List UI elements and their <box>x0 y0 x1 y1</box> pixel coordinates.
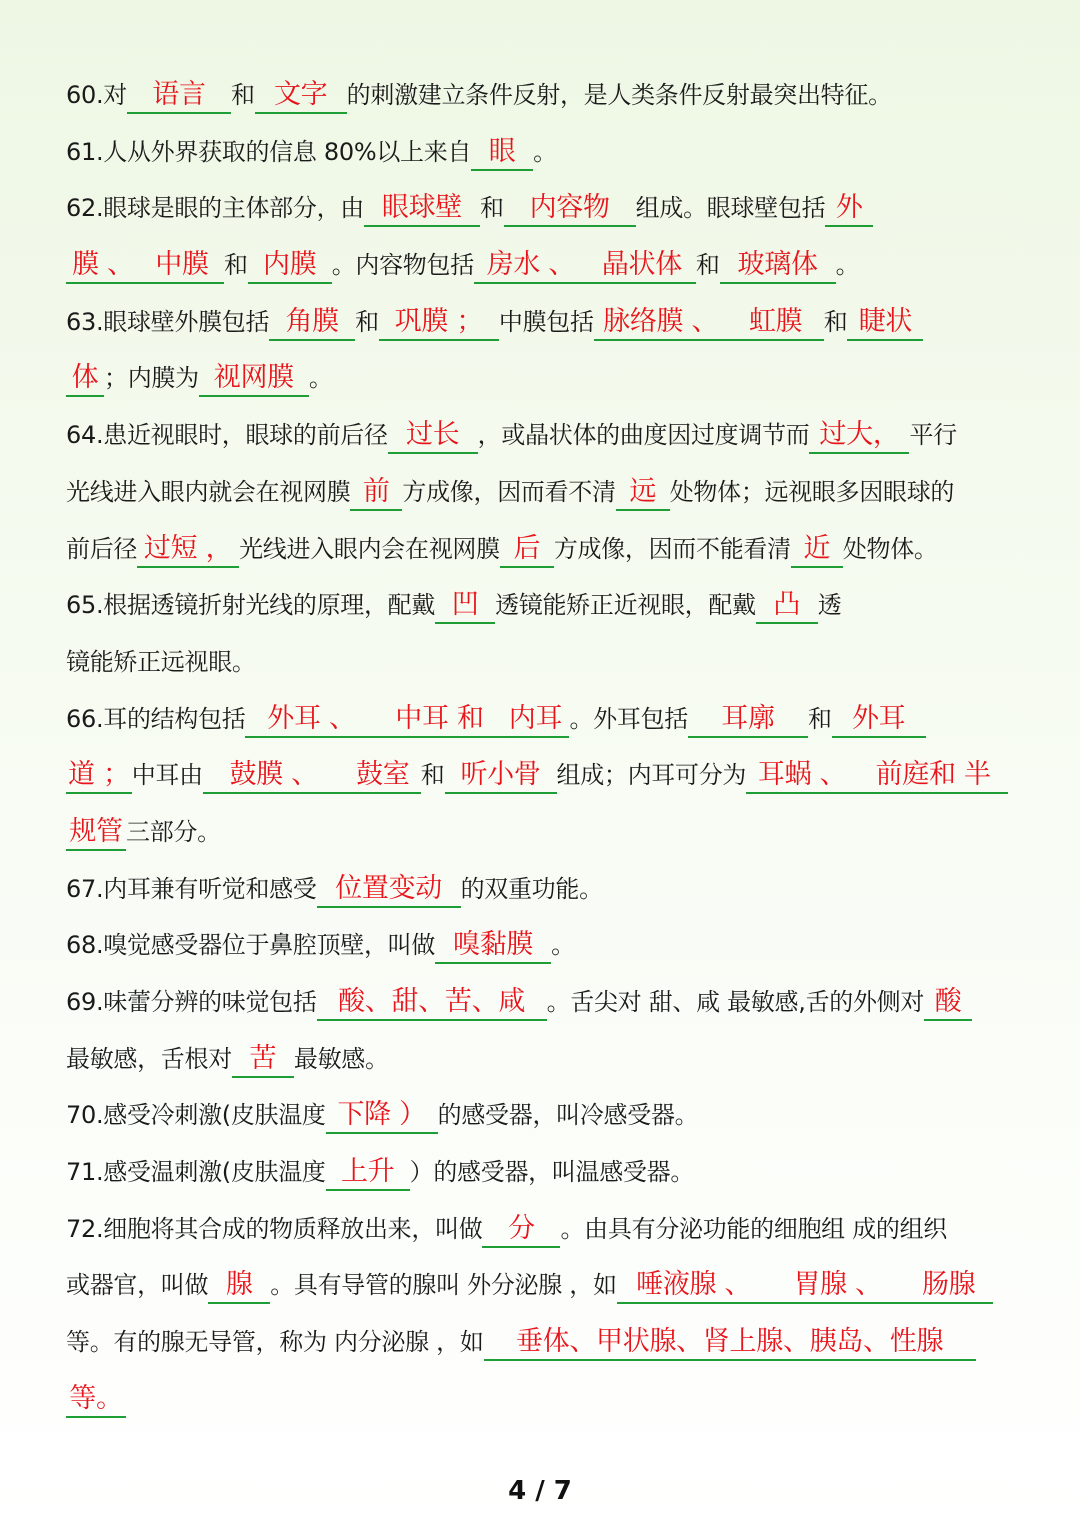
text-line <box>66 407 1016 464</box>
question-text: 。 <box>551 931 575 960</box>
question-text: 最敏感，舌根对 <box>66 1044 232 1073</box>
text-line <box>66 67 1016 124</box>
answer-blank: 过短 ， <box>137 532 239 568</box>
text-line <box>66 1031 1016 1088</box>
question-text: 64.患近视眼时，眼球的前后径 <box>66 421 388 450</box>
answer-blank: 胃腺 、 <box>771 1268 905 1304</box>
answer-blank: 规管 <box>66 815 126 851</box>
question-text: 的双重功能。 <box>460 874 603 903</box>
answer-blank: 过长 <box>388 418 478 454</box>
question-text: 65.根据透镜折射光线的原理，配戴 <box>66 591 436 620</box>
question-text: 处物体；远视眼多因眼球的 <box>669 477 955 506</box>
text-line <box>66 180 1016 237</box>
question-text: 和 <box>224 251 248 280</box>
question-text: 72.细胞将其合成的物质释放出来，叫做 <box>66 1214 483 1243</box>
question-text: 中膜包括 <box>498 307 594 336</box>
question-text: 光线进入眼内会在视网膜 <box>239 534 500 563</box>
question-text: 。舌尖对 甜、咸 最敏感,舌的外侧对 <box>546 988 925 1016</box>
answer-blank: 苦 <box>232 1042 294 1078</box>
answer-blank: 文字 <box>255 78 347 114</box>
question-text: 。由具有分泌功能的细胞组 成的组织 <box>560 1214 947 1243</box>
answer-blank: 睫状 <box>847 305 923 341</box>
answer-blank: 近 <box>791 532 843 568</box>
text-line <box>66 1371 1016 1428</box>
answer-blank: 语言 <box>127 78 231 114</box>
answer-blank: 中耳 和 <box>377 702 501 738</box>
text-line <box>66 974 1016 1031</box>
question-text: 63.眼球壁外膜包括 <box>66 307 270 336</box>
question-text: 71.感受温刺激(皮肤温度 <box>66 1158 326 1187</box>
answer-blank: 巩膜 ； <box>379 305 499 341</box>
question-text: 组成。眼球壁包括 <box>635 194 826 223</box>
answer-blank: 唾液腺 、 <box>617 1268 771 1304</box>
question-text: 方成像，因而不能看清 <box>553 534 791 563</box>
answer-blank: 酸、甜、苦、咸 <box>317 985 547 1021</box>
question-text: 最敏感。 <box>293 1044 389 1073</box>
answer-blank: 体 <box>66 361 104 397</box>
question-text: 。内容物包括 <box>331 251 474 280</box>
text-line <box>66 237 1016 294</box>
question-text: 和 <box>355 307 379 336</box>
question-text: 和 <box>420 761 445 790</box>
text-line <box>66 1087 1016 1144</box>
answer-blank: 视网膜 <box>199 361 309 397</box>
answer-blank: 分 <box>482 1212 560 1248</box>
text-line <box>66 747 1016 804</box>
answer-blank: 等。 <box>66 1382 126 1418</box>
question-text: 和 <box>823 307 848 336</box>
question-text: 透镜能矫正近视眼，配戴 <box>495 591 756 620</box>
question-text: ；内膜为 <box>104 364 199 393</box>
answer-blank: 后 <box>500 532 554 568</box>
text-line <box>66 1257 1016 1314</box>
question-text: 的刺激建立条件反射，是人类条件反射最突出特征。 <box>346 81 892 109</box>
question-text: 67.内耳兼有听觉和感受 <box>66 874 317 903</box>
question-text: 镜能矫正远视眼。 <box>66 647 256 676</box>
answer-blank: 道 ； <box>66 758 132 794</box>
answer-blank: 晶状体 <box>588 248 696 284</box>
answer-blank: 中膜 <box>140 248 224 284</box>
answer-blank: 内容物 <box>504 191 636 227</box>
question-text: 和 <box>479 194 504 223</box>
question-text: 和 <box>807 704 832 733</box>
answer-blank: 鼓室 <box>345 758 421 794</box>
answer-blank: 虹膜 <box>728 305 824 341</box>
question-text: 处物体。 <box>842 534 938 563</box>
text-line <box>66 124 1016 181</box>
answer-blank: 外 <box>825 191 873 227</box>
question-text: 等。有的腺无导管，称为 内分泌腺 ，如 <box>66 1328 484 1357</box>
answer-blank: 过大， <box>809 418 909 454</box>
text-line <box>66 691 1016 748</box>
page-number: 4 / 7 <box>508 1476 572 1506</box>
answer-blank: 下降 ） <box>326 1098 438 1134</box>
answer-blank: 位置变动 <box>317 872 461 908</box>
answer-blank: 凹 <box>435 588 495 624</box>
question-text: 70.感受冷刺激(皮肤温度 <box>66 1101 326 1130</box>
answer-blank: 腺 <box>208 1268 270 1304</box>
answer-blank: 前庭和 半 <box>858 758 1008 794</box>
answer-blank: 凸 <box>756 588 818 624</box>
question-text: 和 <box>230 81 255 109</box>
question-text: 。具有导管的腺叫 外分泌腺 ，如 <box>270 1271 617 1300</box>
answer-blank: 垂体、甲状腺、肾上腺、胰岛、性腺 <box>484 1325 976 1361</box>
text-line <box>66 464 1016 521</box>
answer-blank: 眼 <box>471 135 533 171</box>
document-body <box>66 67 1016 1428</box>
answer-blank: 角膜 <box>269 305 355 341</box>
text-line <box>66 294 1016 351</box>
answer-blank: 远 <box>616 475 670 511</box>
question-text: 60.对 <box>66 81 127 109</box>
answer-blank: 膜 、 <box>66 248 140 284</box>
text-line <box>66 1201 1016 1258</box>
answer-blank: 嗅黏膜 <box>435 928 551 964</box>
text-line <box>66 577 1016 634</box>
answer-blank: 听小骨 <box>445 758 557 794</box>
question-text: 透 <box>817 591 842 620</box>
answer-blank: 酸 <box>924 985 972 1021</box>
question-text: 三部分。 <box>126 817 221 846</box>
question-text: 66.耳的结构包括 <box>66 704 246 733</box>
question-text: 光线进入眼内就会在视网膜 <box>66 477 351 506</box>
question-text: 。外耳包括 <box>569 704 688 733</box>
question-text: 前后径 <box>66 534 138 563</box>
answer-blank: 房水 、 <box>474 248 588 284</box>
answer-blank: 上升 <box>326 1155 410 1191</box>
question-text: 和 <box>695 251 720 280</box>
question-text: 或器官，叫做 <box>66 1271 209 1300</box>
answer-blank: 外耳 、 <box>245 702 377 738</box>
question-text: 69.味蕾分辨的味觉包括 <box>66 988 317 1016</box>
question-text: 61.人从外界获取的信息 80%以上来自 <box>66 137 472 166</box>
text-line <box>66 350 1016 407</box>
answer-blank: 内耳 <box>501 702 569 738</box>
answer-blank: 外耳 <box>832 702 926 738</box>
question-text: 。 <box>533 137 557 166</box>
question-text: 的感受器，叫冷感受器。 <box>437 1101 699 1130</box>
text-line <box>66 917 1016 974</box>
question-text: 方成像，因而看不清 <box>402 477 616 506</box>
answer-blank: 耳廓 <box>688 702 808 738</box>
question-text: 62.眼球是眼的主体部分，由 <box>66 194 364 223</box>
question-text: ）的感受器，叫温感受器。 <box>409 1158 695 1187</box>
answer-blank: 内膜 <box>248 248 332 284</box>
question-text: 平行 <box>909 421 957 450</box>
text-line <box>66 1314 1016 1371</box>
answer-blank: 鼓膜 、 <box>203 758 345 794</box>
answer-blank: 眼球壁 <box>364 191 480 227</box>
answer-blank: 脉络膜 、 <box>594 305 728 341</box>
text-line <box>66 804 1016 861</box>
answer-blank: 肠腺 <box>905 1268 993 1304</box>
text-line <box>66 634 1016 691</box>
text-line <box>66 861 1016 918</box>
answer-blank: 玻璃体 <box>720 248 836 284</box>
text-line <box>66 1144 1016 1201</box>
text-line <box>66 521 1016 578</box>
question-text: 。 <box>308 364 333 393</box>
answer-blank: 前 <box>350 475 402 511</box>
question-text: 组成；内耳可分为 <box>556 761 747 790</box>
question-text: 68.嗅觉感受器位于鼻腔顶壁，叫做 <box>66 931 436 960</box>
answer-blank: 耳蜗 、 <box>746 758 858 794</box>
question-text: 中耳由 <box>131 761 203 790</box>
question-text: 。 <box>835 251 860 280</box>
question-text: ，或晶状体的曲度因过度调节而 <box>477 421 810 450</box>
